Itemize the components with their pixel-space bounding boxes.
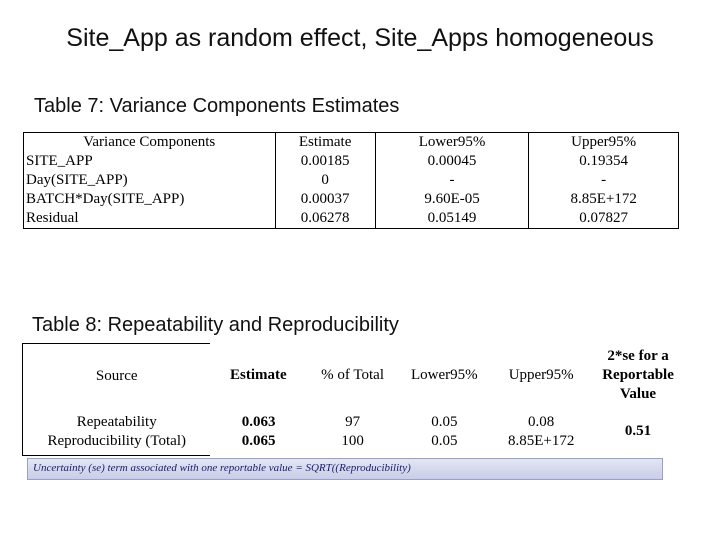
table-cell: 0.00045 [375,152,529,171]
table-cell [210,408,306,456]
page-title: Site_App as random effect, Site_Apps homogeneous [66,24,654,52]
table-cell [490,408,592,456]
table-header-row [24,133,679,153]
table-cell: 0.07827 [529,209,679,229]
table-header-row [23,344,685,409]
cell-value: 8.85E+172 [507,432,575,449]
repeatability-table [22,343,684,456]
table-row [24,190,679,209]
reportable-value-cell: 0.51 [624,423,652,440]
table-cell: - [529,171,679,190]
table-cell: 0.00185 [275,152,375,171]
table-cell: 8.85E+172 [529,190,679,209]
cell-value: 0.05 [431,413,458,430]
table-cell: - [375,171,529,190]
column-header: Source [23,344,211,409]
column-header: Estimate [230,367,287,384]
column-header: Estimate [275,133,375,153]
row-label: Reproducibility (Total) [47,432,186,449]
table-row [24,152,679,171]
table-cell: 9.60E-05 [375,190,529,209]
table-row [23,408,685,456]
table-cell [307,408,399,456]
cell-value: 0.05 [431,432,458,449]
cell-value: 97 [345,413,361,430]
table7-caption: Table 7: Variance Components Estimates [34,95,400,117]
table-cell: 0.00037 [275,190,375,209]
table-cell: Residual [26,210,79,226]
table-cell: Day(SITE_APP) [26,172,128,188]
uncertainty-note: Uncertainty (se) term associated with one reportable value = SQRT((Reproducibility) [27,458,663,480]
column-header: Lower95% [411,367,478,384]
column-header: Upper95% [529,133,679,153]
column-header: % of Total [321,367,384,384]
table-row [24,171,679,190]
table8-caption: Table 8: Repeatability and Reproducibility [32,314,399,336]
column-header: 2*se for a Reportable Value [602,348,674,403]
table-cell: SITE_APP [26,153,93,169]
column-header: Variance Components [83,134,216,150]
cell-value: 0.065 [241,432,276,449]
table-row [24,209,679,229]
cell-value: 0.08 [528,413,555,430]
variance-components-table [23,132,679,229]
cell-value: 0.063 [241,413,276,430]
cell-value: 100 [341,432,364,449]
table-cell: BATCH*Day(SITE_APP) [26,191,185,207]
table-cell: 0.19354 [529,152,679,171]
row-label: Repeatability [76,413,157,430]
table-cell: 0.06278 [275,209,375,229]
table-cell: 0.05149 [375,209,529,229]
table-cell [398,408,490,456]
table-cell: 0 [275,171,375,190]
column-header: Upper95% [508,367,574,384]
table-cell [23,408,211,456]
column-header: Lower95% [375,133,529,153]
